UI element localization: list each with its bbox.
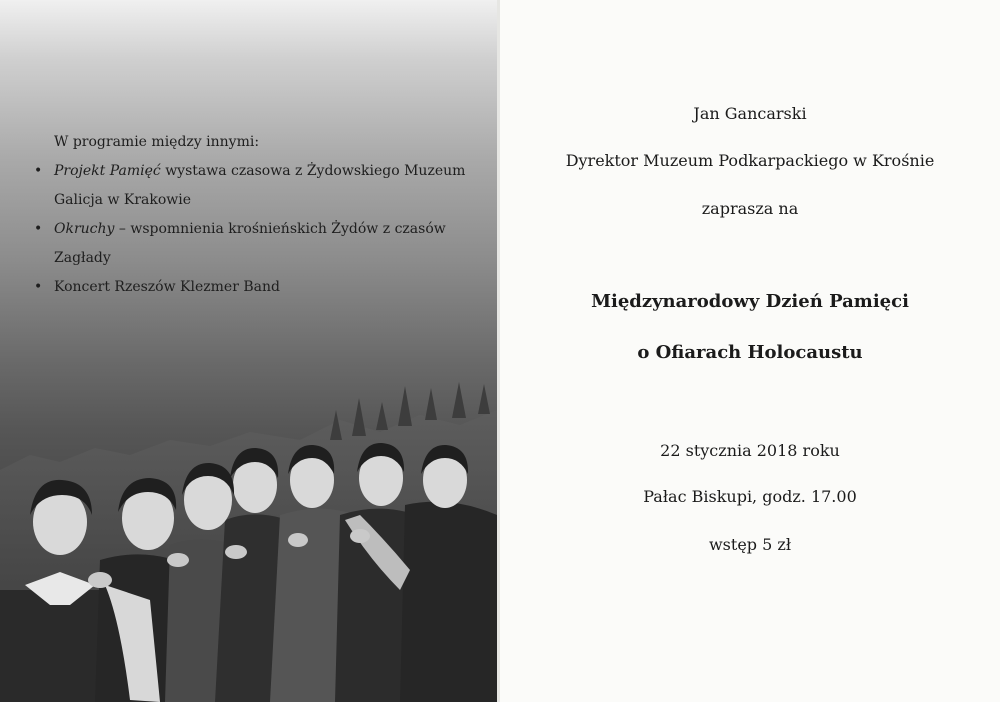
left-panel (0, 0, 497, 702)
program-item-memories (34, 215, 474, 273)
program-item-concert (34, 273, 474, 302)
event-title-line1: Międzynarodowy Dzień Pamięci (591, 291, 909, 312)
program-item-italic: Projekt Pamięć (54, 163, 161, 179)
right-panel (500, 0, 1000, 702)
program-intro: W programie między innymi: (54, 134, 260, 150)
host-name: Jan Gancarski (693, 104, 807, 123)
event-title-line2: o Ofiarach Holocaustu (637, 342, 863, 363)
program-item-text: wystawa czasowa z Żydowskiego Muzeum (160, 163, 466, 179)
program-item-text: – wspomnienia krośnieńskich Żydów z czasów (114, 221, 446, 237)
program-item-italic: Okruchy (54, 221, 115, 237)
host-title: Dyrektor Muzeum Podkarpackiego w Krośnie (565, 151, 935, 170)
program-items (34, 157, 474, 302)
program-item-cont: Zagłady (54, 250, 111, 266)
program-list (34, 128, 474, 302)
program-item-exhibition (34, 157, 474, 215)
program-item-text: Koncert Rzeszów Klezmer Band (54, 279, 280, 295)
event-date: 22 stycznia 2018 roku (660, 441, 840, 460)
event-entry-fee: wstęp 5 zł (708, 535, 791, 554)
invites-text: zaprasza na (701, 199, 799, 218)
event-place-time: Pałac Biskupi, godz. 17.00 (643, 487, 857, 506)
group-photo-image (0, 0, 497, 702)
program-item-cont: Galicja w Krakowie (54, 192, 192, 208)
